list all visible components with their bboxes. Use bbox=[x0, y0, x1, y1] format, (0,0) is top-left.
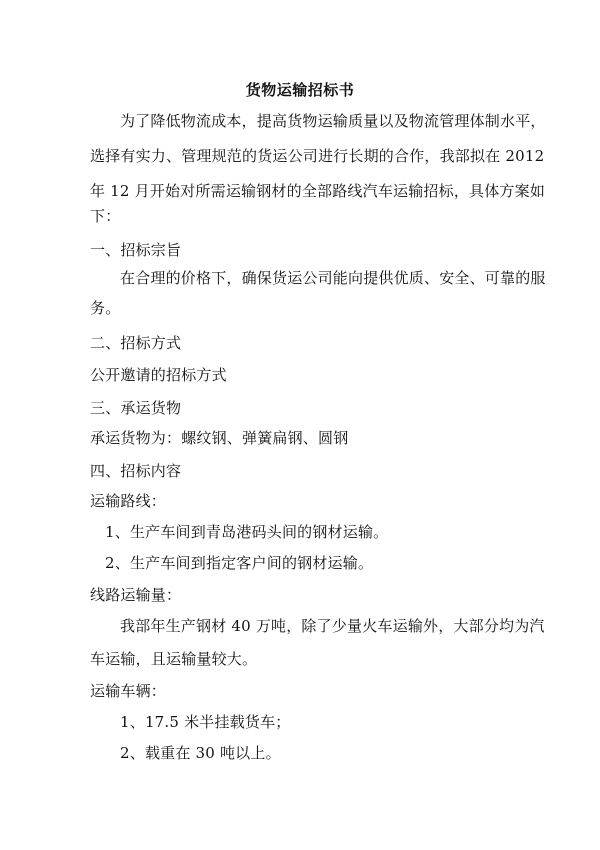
volume-line-1: 我部年生产钢材 40 万吨，除了少量火车运输外，大部分均为汽 bbox=[120, 617, 545, 635]
vehicle-item-2: 2、载重在 30 吨以上。 bbox=[120, 744, 281, 762]
section-1-line-2: 务。 bbox=[90, 299, 121, 317]
section-2-body: 公开邀请的招标方式 bbox=[90, 366, 227, 384]
routes-label: 运输路线： bbox=[90, 492, 167, 510]
section-3-body: 承运货物为：螺纹钢、弹簧扁钢、圆钢 bbox=[90, 429, 349, 447]
section-3-heading: 三、承运货物 bbox=[90, 399, 182, 417]
intro-line-4: 下： bbox=[90, 207, 121, 225]
intro-line-1: 为了降低物流成本，提高货物运输质量以及物流管理体制水平， bbox=[120, 112, 546, 130]
volume-line-2: 车运输，且运输量较大。 bbox=[90, 650, 258, 668]
section-4-heading: 四、招标内容 bbox=[90, 462, 182, 480]
route-item-1: 1、生产车间到青岛港码头间的钢材运输。 bbox=[105, 523, 389, 541]
document-title: 货物运输招标书 bbox=[245, 81, 355, 99]
section-1-line-1: 在合理的价格下，确保货运公司能向提供优质、安全、可靠的服 bbox=[120, 269, 546, 287]
vehicle-item-1: 1、17.5 米半挂载货车； bbox=[120, 713, 291, 731]
section-1-heading: 一、招标宗旨 bbox=[90, 241, 182, 259]
route-item-2: 2、生产车间到指定客户间的钢材运输。 bbox=[105, 554, 374, 572]
section-2-heading: 二、招标方式 bbox=[90, 334, 182, 352]
vehicles-label: 运输车辆： bbox=[90, 682, 167, 700]
intro-line-2: 选择有实力、管理规范的货运公司进行长期的合作，我部拟在 2012 bbox=[90, 147, 545, 165]
intro-line-3: 年 12 月开始对所需运输钢材的全部路线汽车运输招标，具体方案如 bbox=[90, 182, 546, 200]
volume-label: 线路运输量： bbox=[90, 586, 182, 604]
